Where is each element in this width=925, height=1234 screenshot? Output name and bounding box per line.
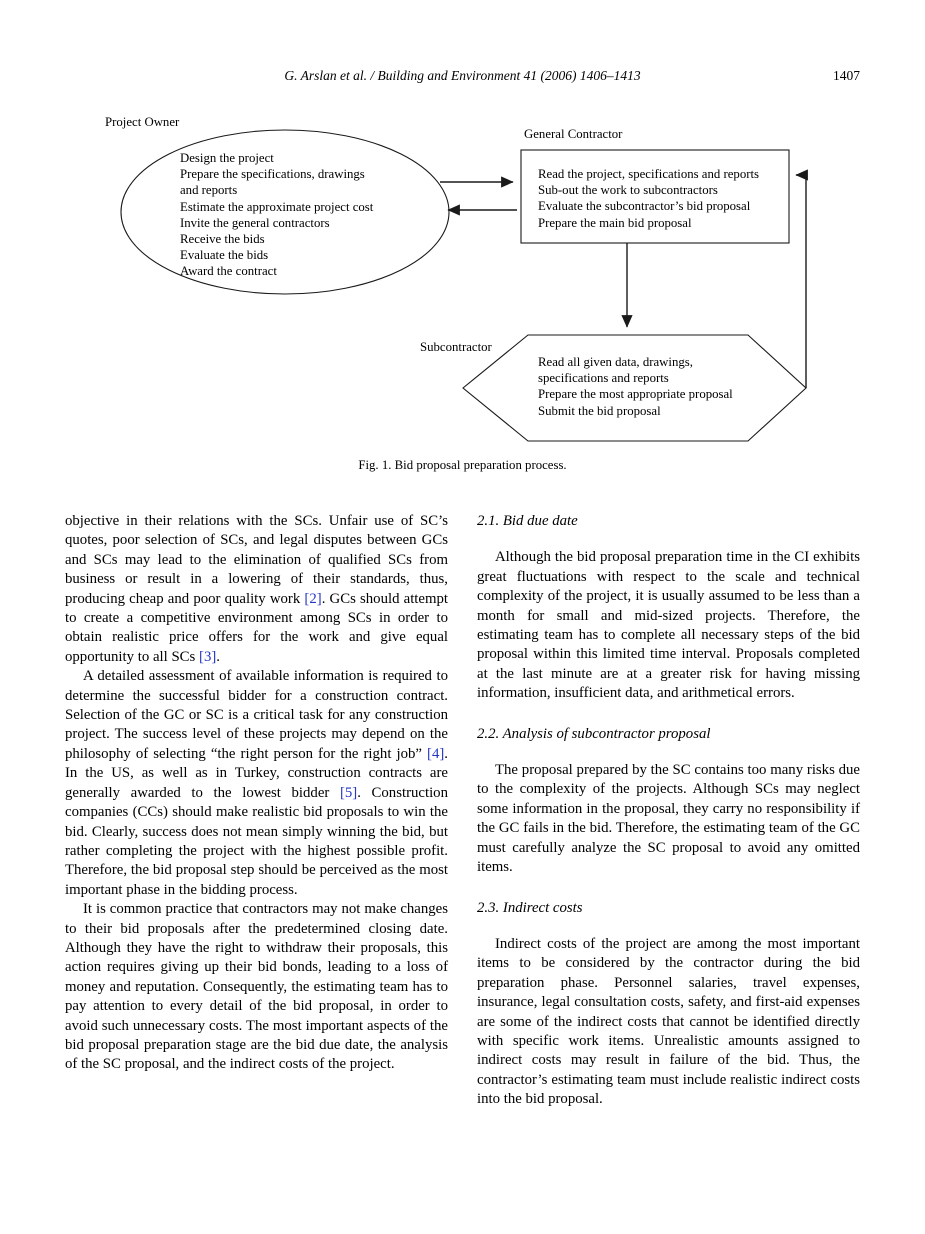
project-owner-label: Project Owner — [105, 115, 180, 129]
task-line: Award the contract — [180, 264, 277, 279]
task-line: Prepare the main bid proposal — [538, 215, 692, 230]
arrow-sc-to-gc — [796, 175, 806, 388]
section-heading-2-2: 2.2. Analysis of subcontractor proposal — [477, 725, 711, 742]
left-column — [65, 512, 448, 1110]
citation-ref[interactable]: [5] — [339, 784, 358, 801]
section-2-1-body — [477, 548, 860, 703]
task-line: Evaluate the subcontractor’s bid proposal — [538, 199, 751, 214]
flowchart-graphic — [0, 108, 925, 480]
task-line: Receive the bids — [180, 232, 265, 247]
general-contractor-tasks — [538, 166, 759, 231]
paragraph: Indirect costs of the project are among the most important items to be considered by the contractor during the bid preparation phase. Personnel salaries, travel expenses, insurance, legal consultation costs, safety, and first-aid expenses are some of the indirect costs that cannot be identified directly with specific work items. Unrealistic amounts assigned to indirect costs may result in failure of the bid. Thus, the contractor’s estimating team must include realistic indirect costs into the bid proposal. — [477, 935, 860, 1108]
figure-caption: Fig. 1. Bid proposal preparation process. — [358, 458, 567, 472]
right-column — [477, 512, 860, 1110]
paragraph: Although the bid proposal preparation time in the CI exhibits great fluctuations with respect to the scale and technical complexity of the project, it is usually assumed to be less than a month for small and mid-sized projects. Therefore, the estimating team has to complete all necessary steps of the bid proposal within this limited time interval. Proposals completed at the last minute are at a greater risk for having missing information, insufficient data, and arithmetical errors. — [477, 549, 860, 702]
section-heading-2-1: 2.1. Bid due date — [477, 513, 578, 529]
task-line: Invite the general contractors — [180, 215, 330, 230]
citation-ref[interactable]: [3] — [199, 648, 217, 665]
task-line: Submit the bid proposal — [538, 403, 661, 418]
project-owner-tasks — [180, 150, 373, 280]
section-2-3-body — [477, 935, 860, 1110]
task-line: and reports — [180, 183, 238, 198]
paragraph: It is common practice that contractors may not make changes to their bid proposals after the predetermined closing date. Although they have the right to withdraw their proposals, this action requires giving up their bid bonds, leading to a loss of money and reputation. Consequently, the estimating team has to pay attention to every detail of the bid proposal, in order to avoid such unnecessary costs. The most important aspects of the bid proposal preparation stage are the bid due date, the analysis of the SC proposal, and the indirect costs of the project. — [65, 901, 448, 1073]
paragraph: A detailed assessment of available information is required to determine the successful bidder for a construction contract. Selection of the GC or SC is a critical task for any construction project. The success level of these projects may depend on the philosophy of selecting “the right person for the right job” [4]. In the US, as well as in Turkey, construction contracts are generally awarded to the lowest bidder [5]. Construction companies (CCs) should make realistic bid proposals to win the bid. Clearly, success does not mean simply winning the bid, but rather completing the project with the highest possible profit. Therefore, the bid proposal step should be perceived as the most important phase in the bidding process. — [65, 668, 448, 898]
general-contractor-label: General Contractor — [524, 127, 623, 141]
task-line: Design the project — [180, 151, 274, 165]
subcontractor-tasks — [538, 354, 733, 419]
subcontractor-label: Subcontractor — [420, 340, 492, 354]
task-line: Evaluate the bids — [180, 248, 269, 263]
body-columns — [65, 512, 860, 1110]
citation-ref[interactable]: [2] — [304, 590, 322, 607]
running-title: G. Arslan et al. / Building and Environment 41 (2006) 1406–1413 — [284, 68, 641, 83]
task-line: Read the project, specifications and reports — [538, 167, 760, 181]
task-line: Prepare the most appropriate proposal — [538, 387, 733, 402]
section-heading-2-3: 2.3. Indirect costs — [477, 899, 583, 916]
paragraph: The proposal prepared by the SC contains too many risks due to the complexity of the projects. Although SCs may neglect some information in the proposal, they carry no responsibility if the GC fails in the bid. Therefore, the estimating team of the GC must carefully analyze the SC proposal to avoid any omitted items. — [477, 762, 860, 876]
paragraph: objective in their relations with the SCs. Unfair use of SC’s quotes, poor selection of SCs, and legal disputes between GCs and SCs may lead to the elimination of qualified SCs from business or result in a lowering of their standards, thus, producing cheap and poor quality work [2]. GCs should attempt to create a competitive environment among SCs in order to obtain realistic price offers for the work and give equal opportunity to all SCs [3]. — [65, 513, 449, 665]
task-line: Estimate the approximate project cost — [180, 199, 374, 214]
task-line: specifications and reports — [538, 371, 669, 386]
citation-ref[interactable]: [4] — [427, 745, 445, 762]
section-2-2-body — [477, 761, 860, 877]
page-number: 1407 — [833, 68, 860, 83]
task-line: Sub-out the work to subcontractors — [538, 183, 718, 198]
task-line: Read all given data, drawings, — [538, 355, 693, 369]
running-head — [65, 68, 860, 88]
figure-1 — [0, 108, 925, 480]
task-line: Prepare the specifications, drawings — [180, 167, 365, 182]
